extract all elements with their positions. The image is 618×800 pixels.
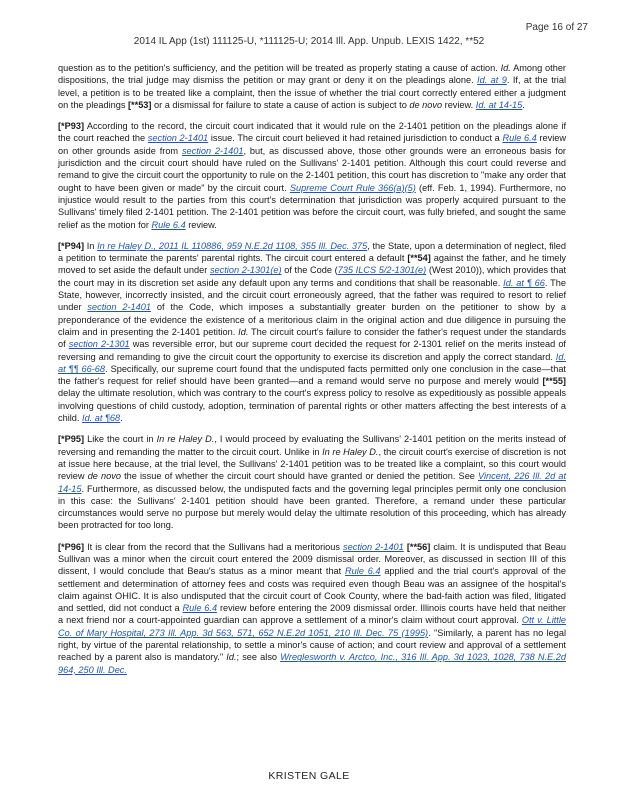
citation-link[interactable]: Id. at 9 [477,75,507,86]
body-text: of the Code, which imposes a substantially greater burden on the petitioner to show by a preponderance of the evidence the existence of a meritorious claim in the original action and due diligence in pursuing the claim and in presenting the 2-1401 petition. [58,302,566,337]
italic-text: Id. [238,326,249,337]
body-text: According to the record, the circuit court indicated that it would rule on the 2-1401 petition on the pleadings alone if the court reached the [58,121,566,144]
case-citation-header: 2014 IL App (1st) 111125-U, *111125-U; 2014 Ill. App. Unpub. LEXIS 1422, **52 [133,36,485,47]
body-text: In [84,240,98,251]
paragraph-p95 [58,433,566,531]
body-text: (eff. Feb. 1, 1994). Furthermore, no injustice would result to the parties from this court's determination that jurisdiction was properly acquired pursuant to the Sullivans' timely filed 2-1401 petition. The 2-1401 petition was before the circuit court, was fully briefed, and sought the same relief as the motion for [58,182,566,230]
citation-link[interactable]: section 2-1301(e) [209,265,282,276]
citation-link[interactable]: Vincent, 226 Ill. 2d at 14-15 [58,471,567,494]
body-text: . If, at the trial level, a petition is to be treated like a complaint, then the issue of whether the trial court correctly entered either a judgment on the pleadings [58,75,566,110]
citation-link[interactable]: Rule 6.4 [151,219,186,230]
document-body [58,62,566,685]
body-text: review on other grounds aside from [58,133,566,156]
body-text: was reversible error, but our supreme court decided the request for 2-1301 relief on the merits instead of reversing and remanding to give the circuit court the opportunity to exercise its discretion and apply the correct standard. [58,339,566,362]
citation-link[interactable]: Supreme Court Rule 366(a)(5) [289,182,416,193]
body-text: , but, as discussed above, those other grounds were an erroneous basis for jurisdiction and the circuit court should have ruled on the Sullivans' 2-1401 petition. Although this court could reverse and remand to give the circuit court the opportunity to rule on the 2-1401 petition, this court has discretion to "make any order that ought to have been given or made" by the circuit court. [58,145,566,193]
body-text: the issue of whether the circuit court should have granted or denied the petition. See [120,471,479,482]
citation-link[interactable]: section 2-1401 [87,302,151,313]
body-text: , the circuit court's exercise of discretion is not at issue here because, at the trial level, the Sullivans' 2-1401 petition was to be treated like a complaint, so this court would review [58,446,567,482]
body-text: The circuit court's failure to consider the father's request under the standards of [58,326,566,350]
body-text: ; see also [236,652,281,663]
citation-link[interactable]: Ott v. Little Co. of Mary Hospital, 273 Ill. App. 3d 563, 571, 652 N.E.2d 1051, 210 Ill. Dec. 75 (1995) [58,615,566,638]
footer-label: KRISTEN GALE [268,770,350,782]
paragraph-marker: [*P94] [58,240,85,251]
citation-link[interactable]: Id. at ¶ 66 [503,277,545,288]
paragraph-marker: [*P96] [58,541,85,552]
body-text: issue. The circuit court believed it had retained jurisdiction to conduct a [208,133,503,144]
body-text: or a dismissal for failure to state a cause of action is subject to [151,99,410,110]
citation-link[interactable]: section 2-1401 [181,145,244,156]
body-text: , the State, upon a determination of neglect, filed a petition to terminate the parents' parental rights. The circuit court entered a default [58,240,566,264]
paragraph-marker: [*P93] [58,121,85,132]
citation-link[interactable]: Wreglesworth v. Arctco, Inc., 316 Ill. App. 3d 1023, 1028, 738 N.E.2d 964, 250 Ill. Dec. [58,652,566,675]
paragraph-marker: [**55] [542,376,566,387]
body-text: . [120,413,123,424]
body-text: question as to the petition's sufficiency, and the petition will be treated as properly stating a cause of action. [58,63,501,73]
paragraph-p0 [58,62,566,111]
body-text: review before entering the 2009 dismissal order. Illinois courts have held that neither a next friend nor a court-appointed guardian can approve a settlement of a minor's claim without court approval. [58,603,566,626]
citation-link[interactable]: Id. at 14-15 [475,99,523,110]
citation-link[interactable]: Id. at ¶68 [82,413,121,424]
citation-link[interactable]: Rule 6.4 [182,603,218,614]
body-text: . Furthermore, as discussed below, the undisputed facts and the governing legal principles permit only one conclusion in this case: the Sullivans' 2-1401 petition should have been granted. Therefore, a remand under these particular circumstances would serve no purpose but merely would delay the ultimate resolution of this proceeding, which has already been protracted for too long. [58,483,566,531]
paragraph-p94 [58,240,566,424]
citation-link[interactable]: Id. at ¶¶ 66-68 [58,351,566,374]
body-text: of the Code ( [281,265,338,276]
citation-link[interactable]: Rule 6.4 [502,133,537,144]
body-text: against the father, and he timely moved to set aside the default under [58,253,567,276]
page-number: Page 16 of 27 [525,22,588,33]
citation-link[interactable]: In re Haley D., 2011 IL 110886, 959 N.E.2d 1108, 355 Ill. Dec. 375 [97,240,368,251]
body-text: . [522,99,525,110]
body-text: claim. It is undisputed that Beau Sullivan was a minor when the circuit court entered the 2009 dismissal order. Moreover, as discussed in section III of this dissent, I would conclude that Beau's status as a minor meant that [58,541,566,577]
italic-text: In re Haley D. [156,434,215,445]
citation-link[interactable]: section 2-1301 [68,339,130,350]
citation-link[interactable]: 735 ILCS 5/2-1301(e) [337,265,427,276]
body-text: review. [442,99,476,110]
italic-text: Id. [226,652,237,663]
body-text: , I would proceed by evaluating the Sullivans' 2-1401 petition on the merits instead of reversing and remanding the matter to the circuit court. Unlike in [58,434,566,457]
body-text: Like the court in [84,434,157,445]
paragraph-marker: [**54] [407,253,431,264]
citation-link[interactable]: section 2-1401 [147,133,209,144]
citation-link[interactable]: Rule 6.4 [345,566,381,577]
body-text: Among other dispositions, the trial judge may dismiss the petition or may grant or deny it on the pleadings alone. [58,63,566,86]
paragraph-p93 [58,120,566,231]
citation-link[interactable]: section 2-1401 [343,541,404,552]
body-text: review. [185,219,217,230]
paragraph-marker: [*P95] [58,434,85,445]
body-text: . Specifically, our supreme court found that the undisputed facts permitted only one conclusion in the case—that the father's request for relief should have been granted—and a remand would serve no purpose and merely would [58,363,566,387]
body-text: delay the ultimate resolution, which was contrary to the court's express policy to resolve as expeditiously as possible appeals involving questions of child custody, adoption, termination of parental rights or other matters affecting the best interests of a child. [58,388,566,424]
paragraph-marker: [**56] [406,541,431,552]
italic-text: In re Haley D. [322,446,379,457]
body-text: It is clear from the record that the Sullivans had a meritorious [84,541,344,552]
body-text: applied and the trial court's approval of the settlement and determination of attorney fees and costs was required even though Beau was an assignee of the hospital's claim against OHIC. It is also undisputed that the circuit court of Cook County, where the bad-faith action was filed, litigated and settled, did not conduct a [58,566,566,614]
italic-text: de novo [409,99,443,110]
paragraph-marker: [**53] [127,99,152,110]
body-text: . "Similarly, a parent has no legal right, by virtue of the parental relationship, to settle a minor's cause of action; and court review and approval of a settlement reached by a parent also is mandatory." [58,627,567,663]
italic-text: Id. [500,63,511,73]
paragraph-p96 [58,541,566,676]
italic-text: de novo [87,471,121,482]
body-text: (West 2010)), which provides that the court may in its discretion set aside any default upon any terms and conditions that shall be reasonable. [58,265,567,288]
body-text: . The State, however, incorrectly insisted, and the circuit court erroneously agreed, that the father was required to resort to relief under [58,277,567,313]
